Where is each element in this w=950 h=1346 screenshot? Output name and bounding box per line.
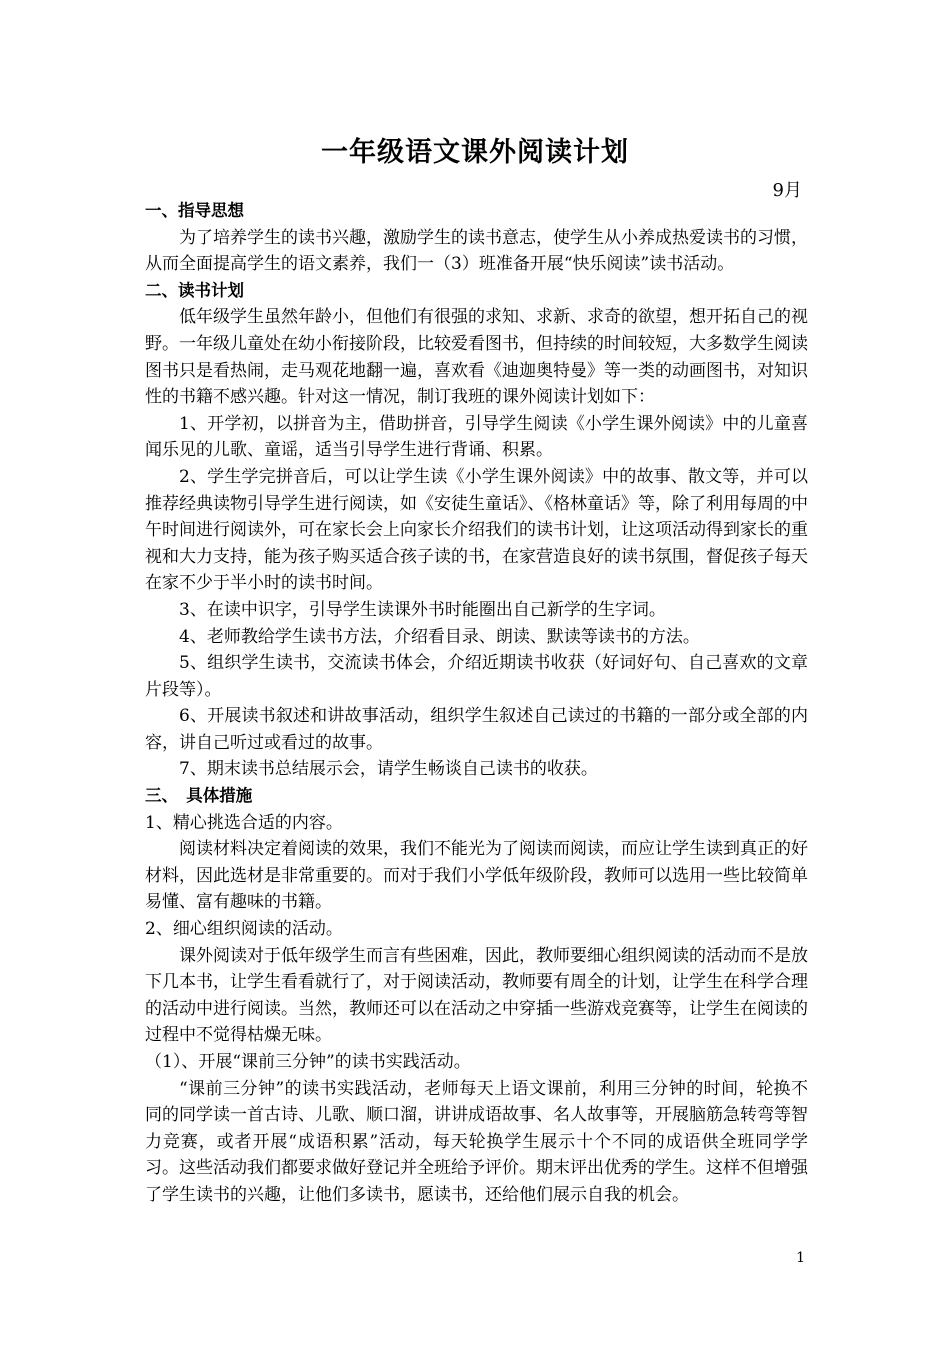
paragraph: 课外阅读对于低年级学生而言有些困难，因此，教师要细心组织阅读的活动而不是放下几本书，让学生看看就行了，对于阅读活动，教师要有周全的计划，让学生在科学合理的活动中进行阅读。当然，教师还可以在活动之中穿插一些游戏竞赛等，让学生在阅读的过程中不觉得枯燥无味。: [145, 945, 808, 1046]
paragraph: “课前三分钟”的读书实践活动，老师每天上语文课前，利用三分钟的时间，轮换不同的同学读一首古诗、儿歌、顺口溜，讲讲成语故事、名人故事等，开展脑筋急转弯等智力竞赛，或者开展“成语积累”活动，每天轮换学生展示十个不同的成语供全班同学学习。这些活动我们都要求做好登记并全班给予评价。期末评出优秀的学生。这样不但增强了学生读书的兴趣，让他们多读书，愿读书，还给他们展示自我的机会。: [145, 1078, 808, 1205]
paragraph: 低年级学生虽然年龄小，但他们有很强的求知、求新、求奇的欲望，想开拓自己的视野。一年级儿童处在幼小衔接阶段，比较爱看图书，但持续的时间较短，大多数学生阅读图书只是看热闹，走马观花地翻一遍，喜欢看《迪迦奥特曼》等一类的动画图书，对知识性的书籍不感兴趣。针对这一情况，制订我班的课外阅读计划如下：: [145, 307, 808, 408]
section-heading: 一、指导思想: [145, 201, 244, 220]
paragraph: 1、精心挑选合适的内容。: [145, 812, 343, 833]
paragraph: 4、老师教给学生读书方法，介绍看目录、朗读、默读等读书的方法。: [179, 626, 700, 647]
paragraph: 5、组织学生读书，交流读书体会，介绍近期读书收获（好词好句、自己喜欢的文章片段等）。: [145, 653, 808, 700]
paragraph: 2、学生学完拼音后，可以让学生读《小学生课外阅读》中的故事、散文等，并可以推荐经典读物引导学生进行阅读，如《安徒生童话》、《格林童话》等，除了利用每周的中午时间进行阅读外，可在家长会上向家长介绍我们的读书计划，让这项活动得到家长的重视和大力支持，能为孩子购买适合孩子读的书，在家营造良好的读书氛围，督促孩子每天在家不少于半小时的读书时间。: [145, 466, 808, 594]
paragraph: 6、开展读书叙述和讲故事活动，组织学生叙述自己读过的书籍的一部分或全部的内容，讲自己听过或看过的故事。: [145, 706, 808, 753]
date-label: 9月: [772, 180, 802, 201]
paragraph: 为了培养学生的读书兴趣，激励学生的读书意志，使学生从小养成热爱读书的习惯，从而全面提高学生的语文素养，我们一（3）班准备开展“快乐阅读”读书活动。: [145, 227, 808, 275]
paragraph: 3、在读中识字，引导学生读课外书时能圈出自己新学的生字词。: [179, 599, 666, 620]
section-heading: 三、 具体措施: [145, 786, 253, 806]
paragraph: 2、细心组织阅读的活动。: [145, 919, 343, 940]
paragraph: 1、开学初，以拼音为主，借助拼音，引导学生阅读《小学生课外阅读》中的儿童喜闻乐见的儿歌、童谣，适当引导学生进行背诵、积累。: [145, 413, 808, 461]
section-heading: 二、读书计划: [145, 280, 244, 300]
paragraph: （1）、开展“课前三分钟”的读书实践活动。: [145, 1052, 471, 1072]
page-title: 一年级语文课外阅读计划: [321, 137, 629, 168]
page-number: 1: [796, 1250, 805, 1266]
paragraph: 阅读材料决定着阅读的效果，我们不能光为了阅读而阅读，而应让学生读到真正的好材料，因此选材是非常重要的。而对于我们小学低年级阶段，教师可以选用一些比较简单易懂、富有趣味的书籍。: [145, 839, 808, 913]
paragraph: 7、期末读书总结展示会，请学生畅谈自己读书的收获。: [179, 759, 598, 780]
document-body: [145, 198, 808, 1209]
